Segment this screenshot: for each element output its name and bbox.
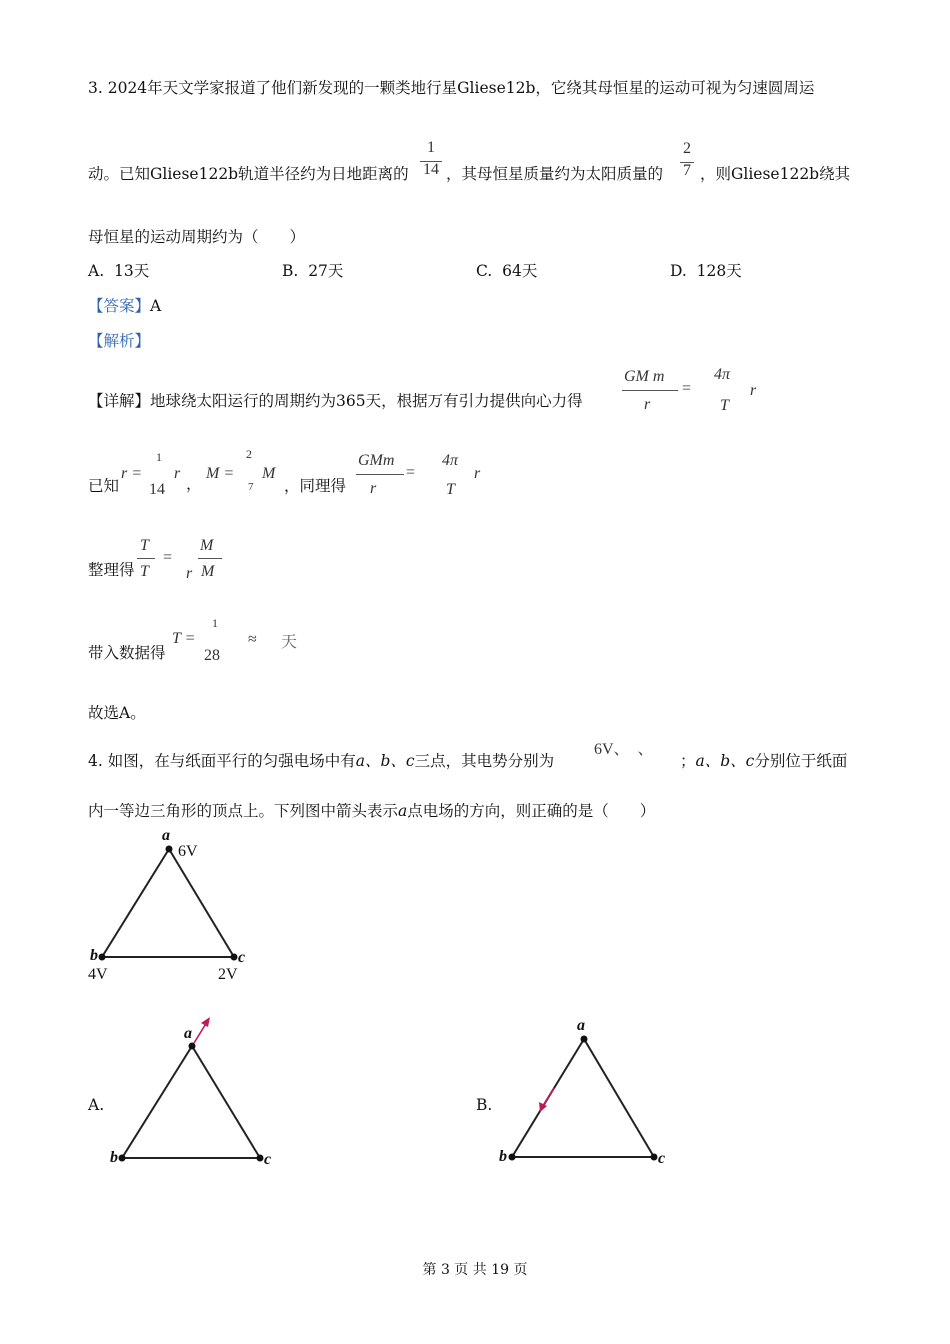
q3-known-prefix: 已知 [88,477,120,495]
q4-stem-line1: 4. 如图，在与纸面平行的匀强电场中有a、b、c三点，其电势分别为 [88,752,555,770]
triangle-edges [122,1046,260,1158]
fraction-denominator: 14 [423,161,439,178]
vertex-b-potential: 4V [88,966,108,983]
q4-option-b-label: B. [476,1096,493,1114]
q3-answer-row [88,296,161,316]
vertex-c-dot [231,954,238,961]
q3-arrange-label: 整理得 [88,561,135,579]
answer-tag: 【答案】 [88,297,151,315]
page-footer: 第 3 页 共 19 页 [422,1262,528,1278]
q3-analysis-tag: 【解析】 [88,332,151,350]
q3-stem-line2b: ，其母恒星质量约为太阳质量的 [446,165,664,183]
field-arrow-shaft [543,1088,554,1106]
triangle-edges [512,1039,654,1157]
vertex-a-label: a [162,827,170,844]
field-arrow-head [201,1017,210,1027]
q3-detail-row: 【详解】地球绕太阳运行的周期约为365天，根据万有引力提供向心力得 [88,392,583,410]
answer-value: A [150,297,162,315]
vertex-a-label: a [577,1017,585,1034]
vertex-a-potential: 6V [178,843,198,860]
q3-option-b: B. 27天 [282,262,344,280]
triangle-edges [102,849,234,957]
q3-option-d: D. 128天 [670,262,742,280]
q3-option-c: C. 64天 [476,262,538,280]
vertex-c-potential: 2V [218,966,238,983]
vertex-a-dot [166,846,173,853]
q3-fraction-1-14 [420,139,442,179]
q3-option-a: A. 13天 [88,262,150,280]
vertex-c-dot [651,1154,658,1161]
vertex-a-label: a [184,1025,192,1042]
q3-stem-line2a: 动。已知Gliese122b轨道半径约为日地距离的 [88,165,409,183]
q3-stem-line1: 3. 2024年天文学家报道了他们新发现的一颗类地行星Gliese12b，它绕其母恒星的运动可视为匀速圆周运 [88,79,815,97]
vertex-b-dot [99,954,106,961]
vertex-b-label: b [90,947,98,964]
fraction-denominator: 7 [683,162,691,179]
q4-option-b-figure [492,1010,672,1170]
q4-stem-line2: 内一等边三角形的顶点上。下列图中箭头表示a点电场的方向，则正确的是（ ） [88,802,656,820]
vertex-b-dot [509,1154,516,1161]
vertex-c-dot [257,1155,264,1162]
q4-main-triangle-figure [80,825,280,990]
vertex-b-label: b [110,1149,118,1166]
vertex-a-dot [581,1036,588,1043]
vertex-c-label: c [264,1151,272,1168]
fraction-numerator: 1 [427,139,435,156]
q4-potentials-text: 6V、 、 [594,741,654,758]
q3-stem-line3: 母恒星的运动周期约为（ ） [88,228,306,246]
q3-same-reason: ，同理得 [284,477,347,495]
vertex-a-dot [189,1043,196,1050]
vertex-b-dot [119,1155,126,1162]
q3-conclusion: 故选A。 [88,704,146,722]
q3-substitute-label: 带入数据得 [88,644,166,662]
vertex-c-label: c [658,1150,666,1167]
q4-option-a-label: A. [88,1096,105,1114]
q4-stem-line1-tail: ；a、b、c分别位于纸面 [680,752,848,770]
vertex-c-label: c [238,949,246,966]
q3-fraction-2-7 [680,140,694,180]
q3-stem-line2c: ，则Gliese122b绕其 [700,165,851,183]
fraction-numerator: 2 [683,140,691,157]
q4-option-a-figure [104,1010,284,1170]
vertex-b-label: b [499,1148,507,1165]
